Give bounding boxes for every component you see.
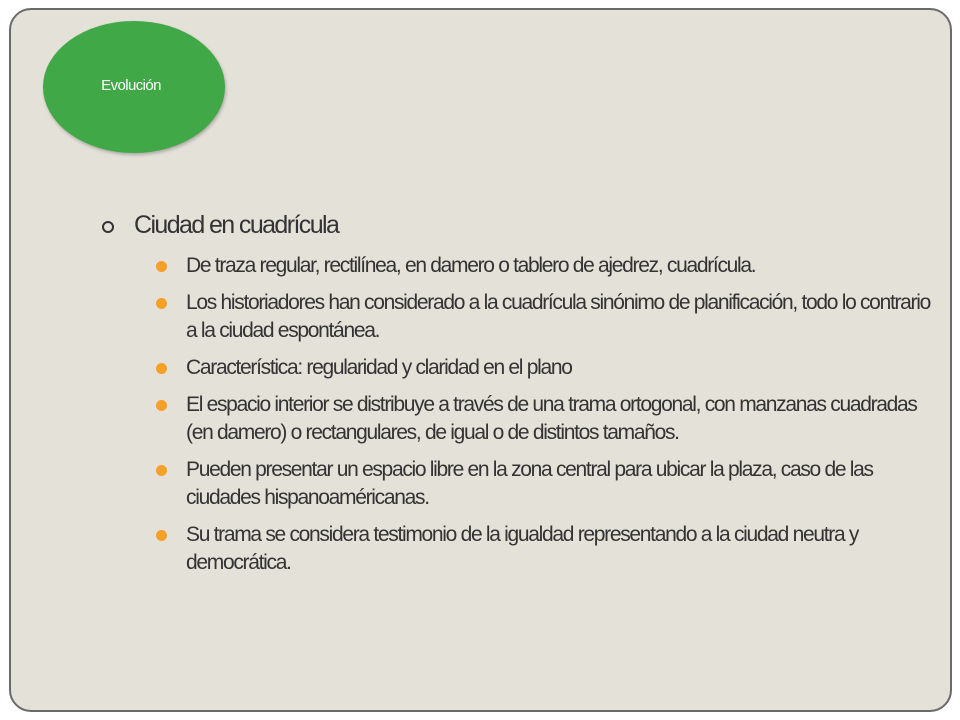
list-item — [91, 354, 931, 382]
slide-content — [91, 210, 931, 586]
list-item-text: El espacio interior se distribuye a través de una trama ortogonal, con manzanas cuadradas (en damero) o rectangulares, de igual o de distintos tamaños. — [186, 393, 917, 444]
list-item — [91, 391, 931, 447]
list-item — [91, 521, 931, 577]
evolution-badge — [43, 21, 225, 153]
list-item-text: Los historiadores han considerado a la cuadrícula sinónimo de planificación, todo lo contrario a la ciudad espontánea. — [186, 291, 930, 342]
list-item-text: Característica: regularidad y claridad en el plano — [186, 356, 572, 379]
badge-label: Evolución — [101, 76, 161, 94]
bullet-dot-icon — [156, 465, 167, 476]
section-heading — [91, 210, 931, 240]
list-item — [91, 456, 931, 512]
heading-text: Ciudad en cuadrícula — [134, 211, 339, 239]
slide — [9, 8, 952, 712]
bullet-dot-icon — [156, 298, 167, 309]
bullet-dot-icon — [156, 261, 167, 272]
list-item — [91, 289, 931, 345]
list-item-text: Su trama se considera testimonio de la igualdad representando a la ciudad neutra y democrática. — [186, 523, 859, 574]
bullet-dot-icon — [156, 400, 167, 411]
bullet-dot-icon — [156, 363, 167, 374]
bullet-list — [91, 252, 931, 577]
ring-bullet-icon — [102, 221, 114, 233]
list-item-text: De traza regular, rectilínea, en damero o tablero de ajedrez, cuadrícula. — [186, 254, 756, 277]
list-item-text: Pueden presentar un espacio libre en la zona central para ubicar la plaza, caso de las ciudades hispanoaméricanas. — [186, 458, 873, 509]
list-item — [91, 252, 931, 280]
bullet-dot-icon — [156, 530, 167, 541]
